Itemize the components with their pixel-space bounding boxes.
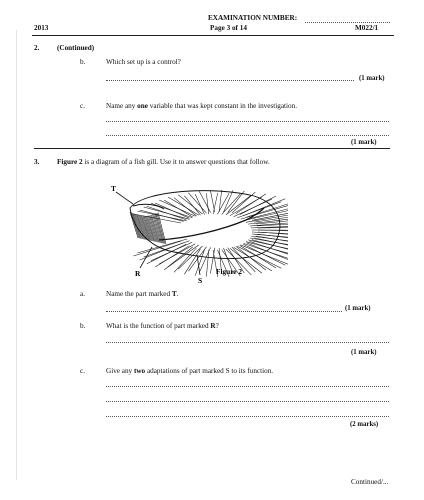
- gill-filament: [206, 193, 208, 214]
- gill-filament: [199, 191, 210, 212]
- gill-filaments: [130, 190, 288, 277]
- gill-filament: [243, 244, 285, 265]
- gill-filament: [213, 193, 218, 214]
- gill-filament: [155, 214, 163, 243]
- q2b-letter: b.: [80, 58, 86, 66]
- pointer-t: [116, 192, 133, 204]
- q3c-marks: (2 marks): [350, 421, 379, 428]
- continued-footer: Continued/...: [351, 478, 389, 486]
- paper-code: M022/1: [355, 24, 379, 32]
- q3a-text: Name the part marked T.: [106, 290, 179, 298]
- exam-year: 2013: [34, 24, 49, 32]
- q3c-answer-line-1[interactable]: [106, 386, 389, 387]
- q2-number: 2.: [34, 44, 40, 52]
- q3a-letter: a.: [80, 290, 85, 298]
- q2b-text: Which set up is a control?: [106, 58, 181, 66]
- q3c-answer-line-2[interactable]: [106, 401, 389, 402]
- label-s: S: [198, 276, 203, 285]
- gill-filament: [133, 241, 181, 256]
- q2c-answer-line-1[interactable]: [106, 121, 389, 122]
- gill-filament: [247, 202, 288, 217]
- q3b-answer-line[interactable]: [106, 342, 389, 343]
- label-r: R: [135, 269, 141, 278]
- q2c-text: Name any one variable that was kept constant in the investigation.: [106, 102, 298, 110]
- gill-filament: [210, 248, 214, 274]
- q2b-marks: (1 mark): [359, 75, 385, 82]
- page-edge-shadow: [16, 30, 17, 480]
- exam-number-label: EXAMINATION NUMBER:: [208, 14, 298, 22]
- q3a-marks: (1 mark): [345, 305, 371, 312]
- gill-filament: [240, 245, 276, 268]
- q3b-marks: (1 mark): [351, 349, 377, 356]
- q3c-text: Give any two adaptations of part marked S to its function.: [106, 367, 274, 375]
- question-divider: [34, 148, 390, 149]
- q3-intro: Figure 2 is a diagram of a fish gill. Use it to answer questions that follow.: [57, 158, 270, 166]
- gill-filament: [195, 194, 204, 214]
- q3c-letter: c.: [80, 367, 85, 375]
- header-rule: [32, 35, 394, 36]
- gill-outline: [130, 191, 280, 259]
- fish-gill-figure: [104, 182, 288, 292]
- q2c-answer-line-2[interactable]: [106, 135, 389, 136]
- q3b-text: What is the function of part marked R?: [106, 322, 219, 330]
- q3b-letter: b.: [80, 322, 86, 330]
- q2c-letter: c.: [80, 102, 85, 110]
- label-t: T: [111, 184, 117, 193]
- q3a-answer-line[interactable]: [106, 311, 342, 312]
- q2-continued: (Continued): [57, 44, 95, 52]
- q2c-marks: (1 mark): [351, 139, 377, 146]
- figure-caption: Figure 2: [216, 267, 243, 276]
- exam-number-field[interactable]: [305, 22, 390, 23]
- q2b-answer-line[interactable]: [106, 80, 354, 81]
- q3c-answer-line-3[interactable]: [106, 416, 389, 417]
- page-number: Page 3 of 14: [210, 24, 247, 32]
- pointer-r: [140, 247, 152, 268]
- q3-number: 3.: [34, 158, 40, 166]
